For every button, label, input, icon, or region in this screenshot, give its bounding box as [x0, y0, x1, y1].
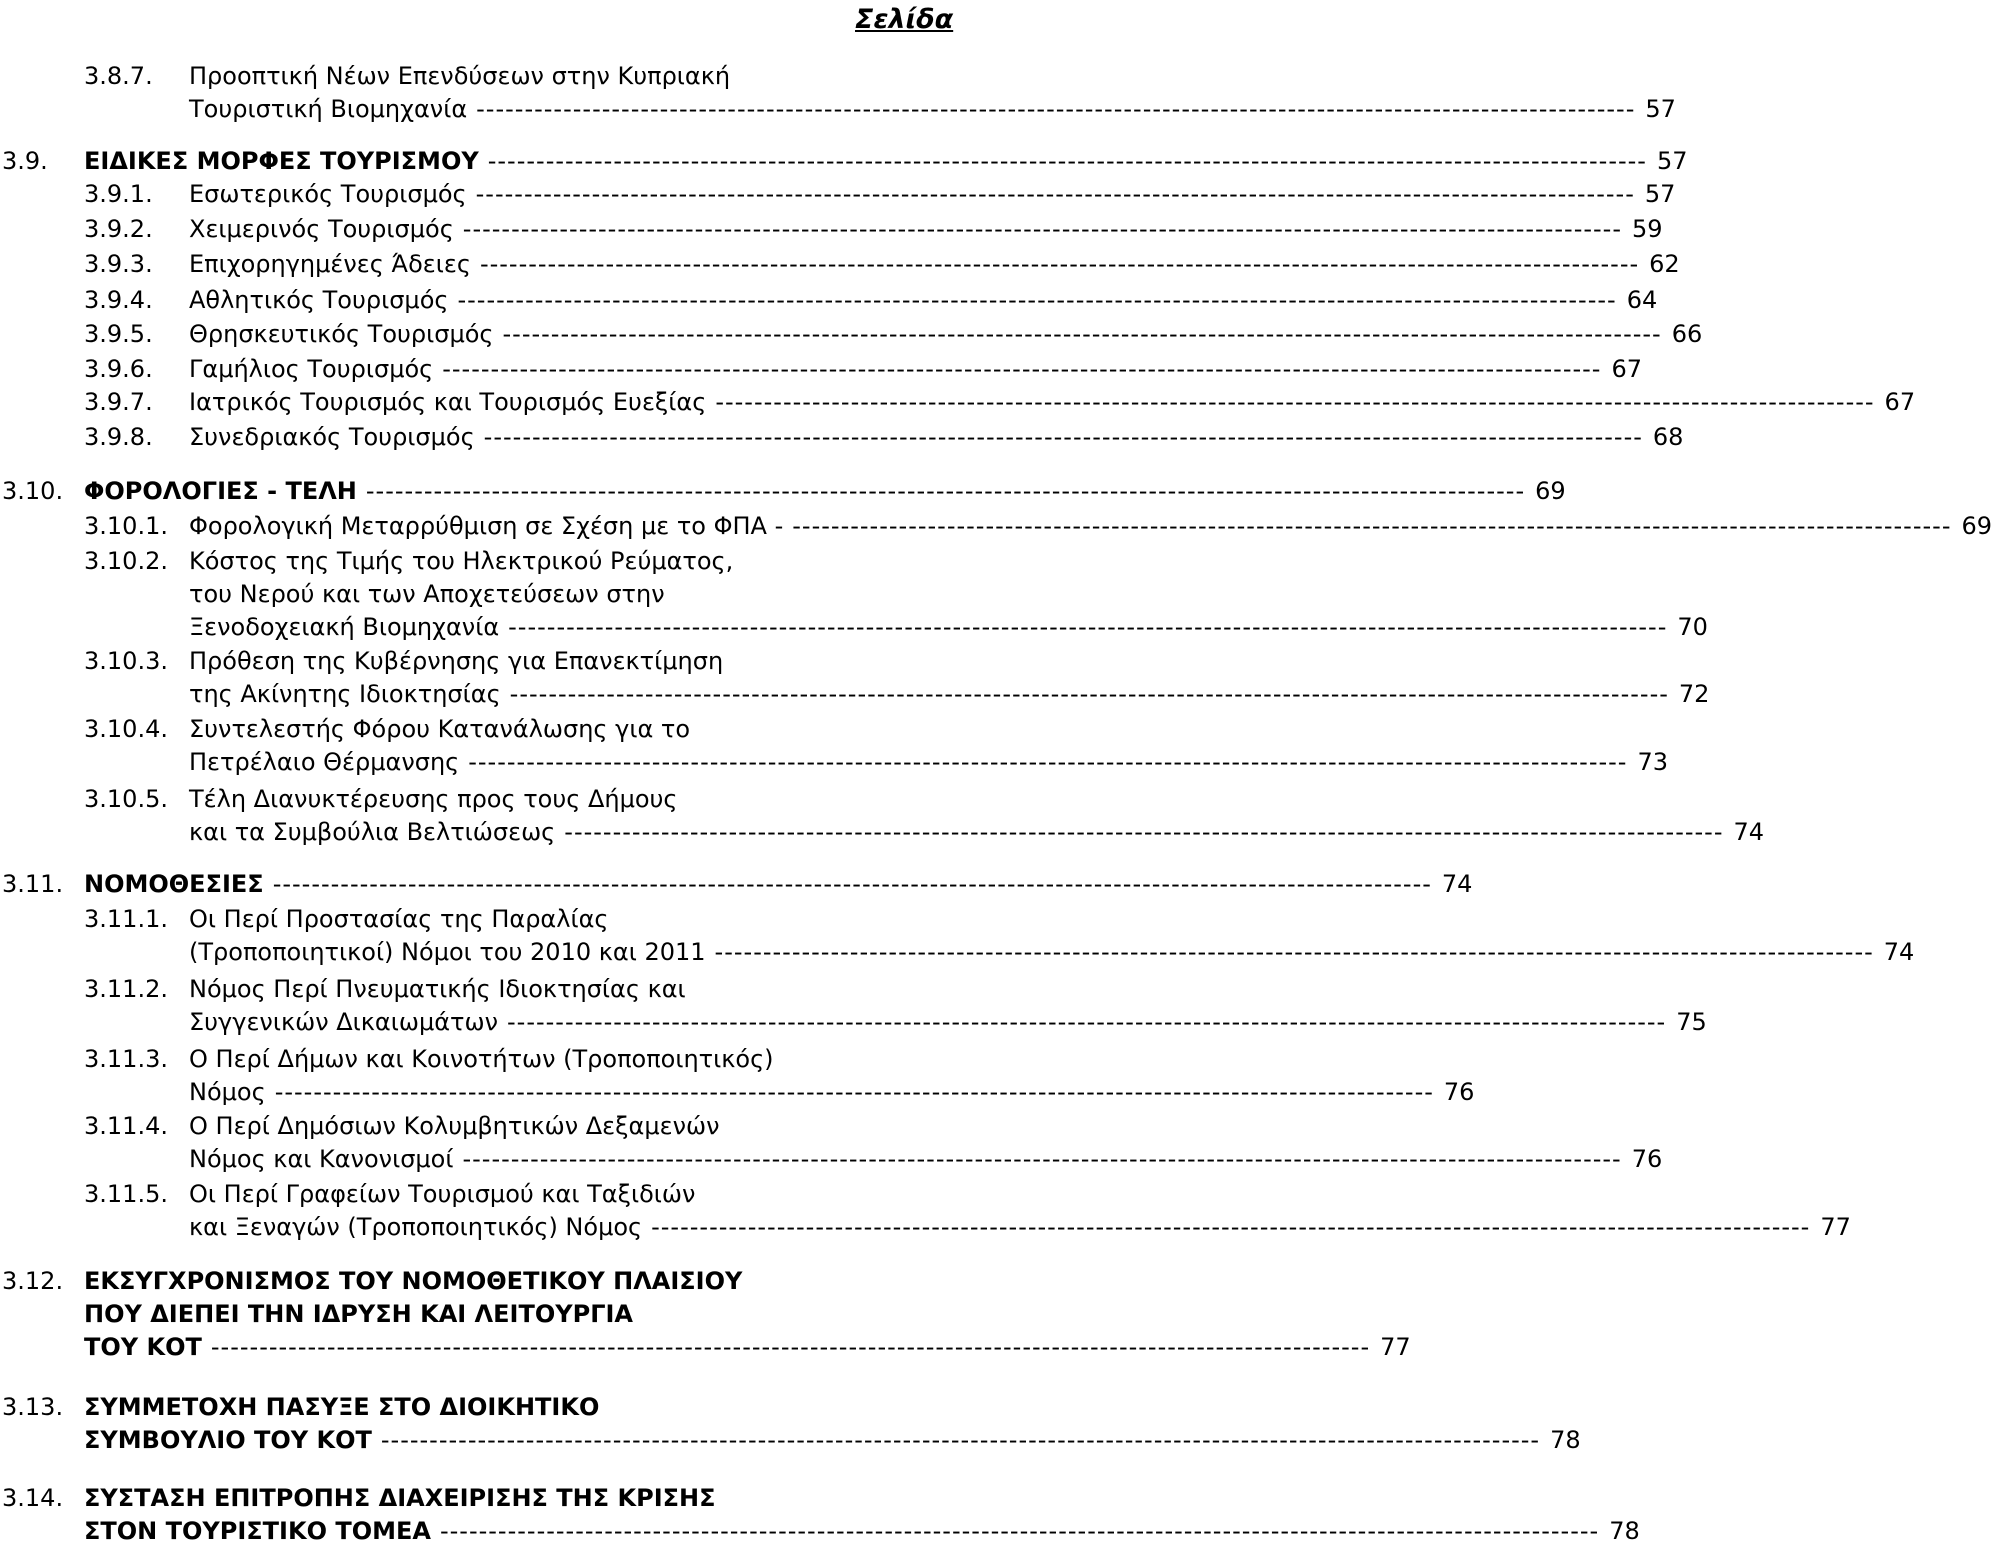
dot-leader: ------------------------------------------------------------------------------------------------------------------------ — [479, 250, 1640, 278]
toc-entry-title-line: και Ξεναγών (Τροποποιητικός) Νόμος — [189, 1213, 643, 1241]
toc-entry-title-line: Συντελεστής Φόρου Κατανάλωσης για το — [189, 715, 691, 743]
toc-entry-title-line: Ιατρικός Τουρισμός και Τουρισμός Ευεξίας — [189, 388, 707, 416]
toc-page-number: 72 — [1678, 680, 1710, 708]
toc-page-number: 69 — [1961, 512, 1992, 540]
dot-leader: ------------------------------------------------------------------------------------------------------------------------ — [507, 1008, 1667, 1036]
dot-leader: ------------------------------------------------------------------------------------------------------------------------ — [483, 423, 1643, 451]
toc-page-number: 59 — [1632, 215, 1663, 243]
toc-page-number: 57 — [1656, 147, 1688, 175]
dot-leader: ------------------------------------------------------------------------------------------------------------------------ — [476, 95, 1636, 123]
toc-entry-number: 3.9.4. — [84, 286, 153, 314]
toc-entry-title-line: Κόστος της Τιμής του Ηλεκτρικού Ρεύματος, — [189, 547, 734, 575]
toc-entry-title-line: ΕΙΔΙΚΕΣ ΜΟΡΦΕΣ ΤΟΥΡΙΣΜΟΥ — [84, 147, 479, 175]
dot-leader: ------------------------------------------------------------------------------------------------------------------------ — [564, 818, 1724, 846]
dot-leader: ------------------------------------------------------------------------------------------------------------------------ — [442, 355, 1602, 383]
toc-page-number: 64 — [1626, 286, 1658, 314]
toc-entry-title-line: Εσωτερικός Τουρισμός — [189, 180, 467, 208]
toc-page-number: 67 — [1611, 355, 1642, 383]
toc-entry-number: 3.11. — [2, 870, 64, 898]
toc-entry-number: 3.11.4. — [84, 1112, 168, 1140]
dot-leader: ------------------------------------------------------------------------------------------------------------------------ — [651, 1213, 1811, 1241]
toc-entry-title-line: Νόμος — [189, 1078, 266, 1106]
toc-entry-number: 3.9. — [2, 147, 48, 175]
toc-page-number: 73 — [1637, 748, 1668, 776]
toc-entry-title-line: Τέλη Διανυκτέρευσης προς τους Δήμους — [189, 785, 678, 813]
toc-entry-title-line: Αθλητικός Τουρισμός — [189, 286, 449, 314]
dot-leader: ------------------------------------------------------------------------------------------------------------------------ — [792, 512, 1952, 540]
toc-entry-number: 3.10.5. — [84, 785, 168, 813]
toc-page-number: 57 — [1645, 95, 1676, 123]
toc-page-number: 68 — [1652, 423, 1684, 451]
toc-page-number: 75 — [1676, 1008, 1707, 1036]
toc-entry-number: 3.11.5. — [84, 1180, 168, 1208]
toc-entry-title-line: ΠΟΥ ΔΙΕΠΕΙ ΤΗΝ ΙΔΡΥΣΗ ΚΑΙ ΛΕΙΤΟΥΡΓΙΑ — [84, 1300, 633, 1328]
toc-entry-title-line: Επιχορηγημένες Άδειες — [189, 250, 471, 278]
toc-entry-number: 3.9.7. — [84, 388, 153, 416]
toc-page-number: 77 — [1820, 1213, 1851, 1241]
dot-leader: ------------------------------------------------------------------------------------------------------------------------ — [365, 477, 1526, 505]
toc-page-number: 77 — [1380, 1333, 1411, 1361]
toc-entry-title-line: Συγγενικών Δικαιωμάτων — [189, 1008, 498, 1036]
toc-entry-title-line: Ο Περί Δημόσιων Κολυμβητικών Δεξαμενών — [189, 1112, 720, 1140]
toc-entry-title-line: ΣΤΟΝ ΤΟΥΡΙΣΤΙΚΟ ΤΟΜΕΑ — [84, 1517, 431, 1545]
toc-page-number: 76 — [1443, 1078, 1475, 1106]
toc-entry-title-line: (Τροποποιητικοί) Νόμοι του 2010 και 2011 — [189, 938, 706, 966]
toc-page-number: 69 — [1535, 477, 1566, 505]
toc-entry-title-line: ΤΟΥ ΚΟΤ — [84, 1333, 202, 1361]
toc-entry-title-line: ΣΥΜΒΟΥΛΙΟ ΤΟΥ ΚΟΤ — [84, 1426, 372, 1454]
toc-entry-title-line: ΣΥΜΜΕΤΟΧΗ ΠΑΣΥΞΕ ΣΤΟ ΔΙΟΙΚΗΤΙΚΟ — [84, 1393, 600, 1421]
toc-entry-title-line: Ξενοδοχειακή Βιομηχανία — [189, 613, 500, 641]
toc-page-number: 70 — [1677, 613, 1708, 641]
toc-entry-number: 3.9.1. — [84, 180, 153, 208]
dot-leader: ------------------------------------------------------------------------------------------------------------------------ — [475, 180, 1635, 208]
toc-entry-title-line: Πετρέλαιο Θέρμανσης — [189, 748, 460, 776]
toc-page-number: 74 — [1883, 938, 1915, 966]
toc-entry-title-line: Τουριστική Βιομηχανία — [189, 95, 468, 123]
dot-leader: ------------------------------------------------------------------------------------------------------------------------ — [715, 388, 1875, 416]
toc-entry-title-line: ΝΟΜΟΘΕΣΙΕΣ — [84, 870, 264, 898]
toc-entry-title-line: Προοπτική Νέων Επενδύσεων στην Κυπριακή — [189, 62, 731, 90]
toc-entry-title-line: Νόμος Περί Πνευματικής Ιδιοκτησίας και — [189, 975, 686, 1003]
page-column-header: Σελίδα — [855, 4, 954, 35]
toc-entry-title-line: Οι Περί Γραφείων Τουρισμού και Ταξιδιών — [189, 1180, 696, 1208]
dot-leader: ------------------------------------------------------------------------------------------------------------------------ — [509, 680, 1669, 708]
toc-page-number: 78 — [1609, 1517, 1640, 1545]
dot-leader: ------------------------------------------------------------------------------------------------------------------------ — [210, 1333, 1371, 1361]
toc-entry-title-line: Νόμος και Κανονισμοί — [189, 1145, 454, 1173]
toc-entry-title-line: και τα Συμβούλια Βελτιώσεως — [189, 818, 556, 846]
dot-leader: ------------------------------------------------------------------------------------------------------------------------ — [508, 613, 1668, 641]
toc-entry-number: 3.8.7. — [84, 62, 153, 90]
toc-entry-title-line: της Ακίνητης Ιδιοκτησίας — [189, 680, 501, 708]
toc-entry-number: 3.9.5. — [84, 320, 153, 348]
dot-leader: ------------------------------------------------------------------------------------------------------------------------ — [487, 147, 1647, 175]
toc-entry-number: 3.14. — [2, 1484, 64, 1512]
toc-entry-title-line: Οι Περί Προστασίας της Παραλίας — [189, 905, 609, 933]
toc-entry-number: 3.9.3. — [84, 250, 153, 278]
toc-entry-number: 3.11.2. — [84, 975, 168, 1003]
dot-leader: ------------------------------------------------------------------------------------------------------------------------ — [462, 1145, 1622, 1173]
dot-leader: ------------------------------------------------------------------------------------------------------------------------ — [457, 286, 1617, 314]
toc-entry-number: 3.9.8. — [84, 423, 153, 451]
toc-entry-number: 3.13. — [2, 1393, 64, 1421]
toc-entry-title-line: Φορολογική Μεταρρύθμιση σε Σχέση με το ΦΠΑ - — [189, 512, 784, 540]
toc-entry-title-line: Συνεδριακός Τουρισμός — [189, 423, 475, 451]
dot-leader: ------------------------------------------------------------------------------------------------------------------------ — [502, 320, 1662, 348]
toc-entry-number: 3.9.6. — [84, 355, 153, 383]
toc-entry-title-line: Χειμερινός Τουρισμός — [189, 215, 454, 243]
toc-page-number: 57 — [1644, 180, 1676, 208]
toc-page-number: 62 — [1649, 250, 1680, 278]
toc-entry-title-line: ΦΟΡΟΛΟΓΙΕΣ - ΤΕΛΗ — [84, 477, 357, 505]
toc-page-number: 67 — [1884, 388, 1916, 416]
dot-leader: ------------------------------------------------------------------------------------------------------------------------ — [462, 215, 1622, 243]
toc-entry-number: 3.10.1. — [84, 512, 168, 540]
toc-entry-title-line: Πρόθεση της Κυβέρνησης για Επανεκτίμηση — [189, 647, 724, 675]
toc-entry-title-line: Γαμήλιος Τουρισμός — [189, 355, 434, 383]
dot-leader: ------------------------------------------------------------------------------------------------------------------------ — [274, 1078, 1434, 1106]
toc-entry-number: 3.11.3. — [84, 1045, 168, 1073]
toc-entry-number: 3.10. — [2, 477, 64, 505]
toc-entry-number: 3.10.3. — [84, 647, 168, 675]
dot-leader: ------------------------------------------------------------------------------------------------------------------------ — [714, 938, 1874, 966]
toc-entry-number: 3.11.1. — [84, 905, 168, 933]
toc-entry-title-line: Θρησκευτικός Τουρισμός — [189, 320, 494, 348]
dot-leader: ------------------------------------------------------------------------------------------------------------------------ — [380, 1426, 1541, 1454]
dot-leader: ------------------------------------------------------------------------------------------------------------------------ — [439, 1517, 1600, 1545]
toc-entry-title-line: ΕΚΣΥΓΧΡΟΝΙΣΜΟΣ ΤΟΥ ΝΟΜΟΘΕΤΙΚΟΥ ΠΛΑΙΣΙΟΥ — [84, 1267, 743, 1295]
toc-page-number: 74 — [1441, 870, 1473, 898]
toc-page-number: 78 — [1550, 1426, 1581, 1454]
toc-page-number: 66 — [1671, 320, 1703, 348]
toc-entry-number: 3.9.2. — [84, 215, 153, 243]
toc-entry-number: 3.12. — [2, 1267, 64, 1295]
toc-page-number: 76 — [1631, 1145, 1663, 1173]
toc-page-number: 74 — [1733, 818, 1765, 846]
toc-entry-title-line: Ο Περί Δήμων και Κοινοτήτων (Τροποποιητικός) — [189, 1045, 774, 1073]
dot-leader: ------------------------------------------------------------------------------------------------------------------------ — [272, 870, 1432, 898]
toc-entry-number: 3.10.2. — [84, 547, 168, 575]
dot-leader: ------------------------------------------------------------------------------------------------------------------------ — [468, 748, 1628, 776]
toc-entry-title-line: του Νερού και των Αποχετεύσεων στην — [189, 580, 665, 608]
toc-entry-number: 3.10.4. — [84, 715, 168, 743]
toc-entry-title-line: ΣΥΣΤΑΣΗ ΕΠΙΤΡΟΠΗΣ ΔΙΑΧΕΙΡΙΣΗΣ ΤΗΣ ΚΡΙΣΗΣ — [84, 1484, 716, 1512]
